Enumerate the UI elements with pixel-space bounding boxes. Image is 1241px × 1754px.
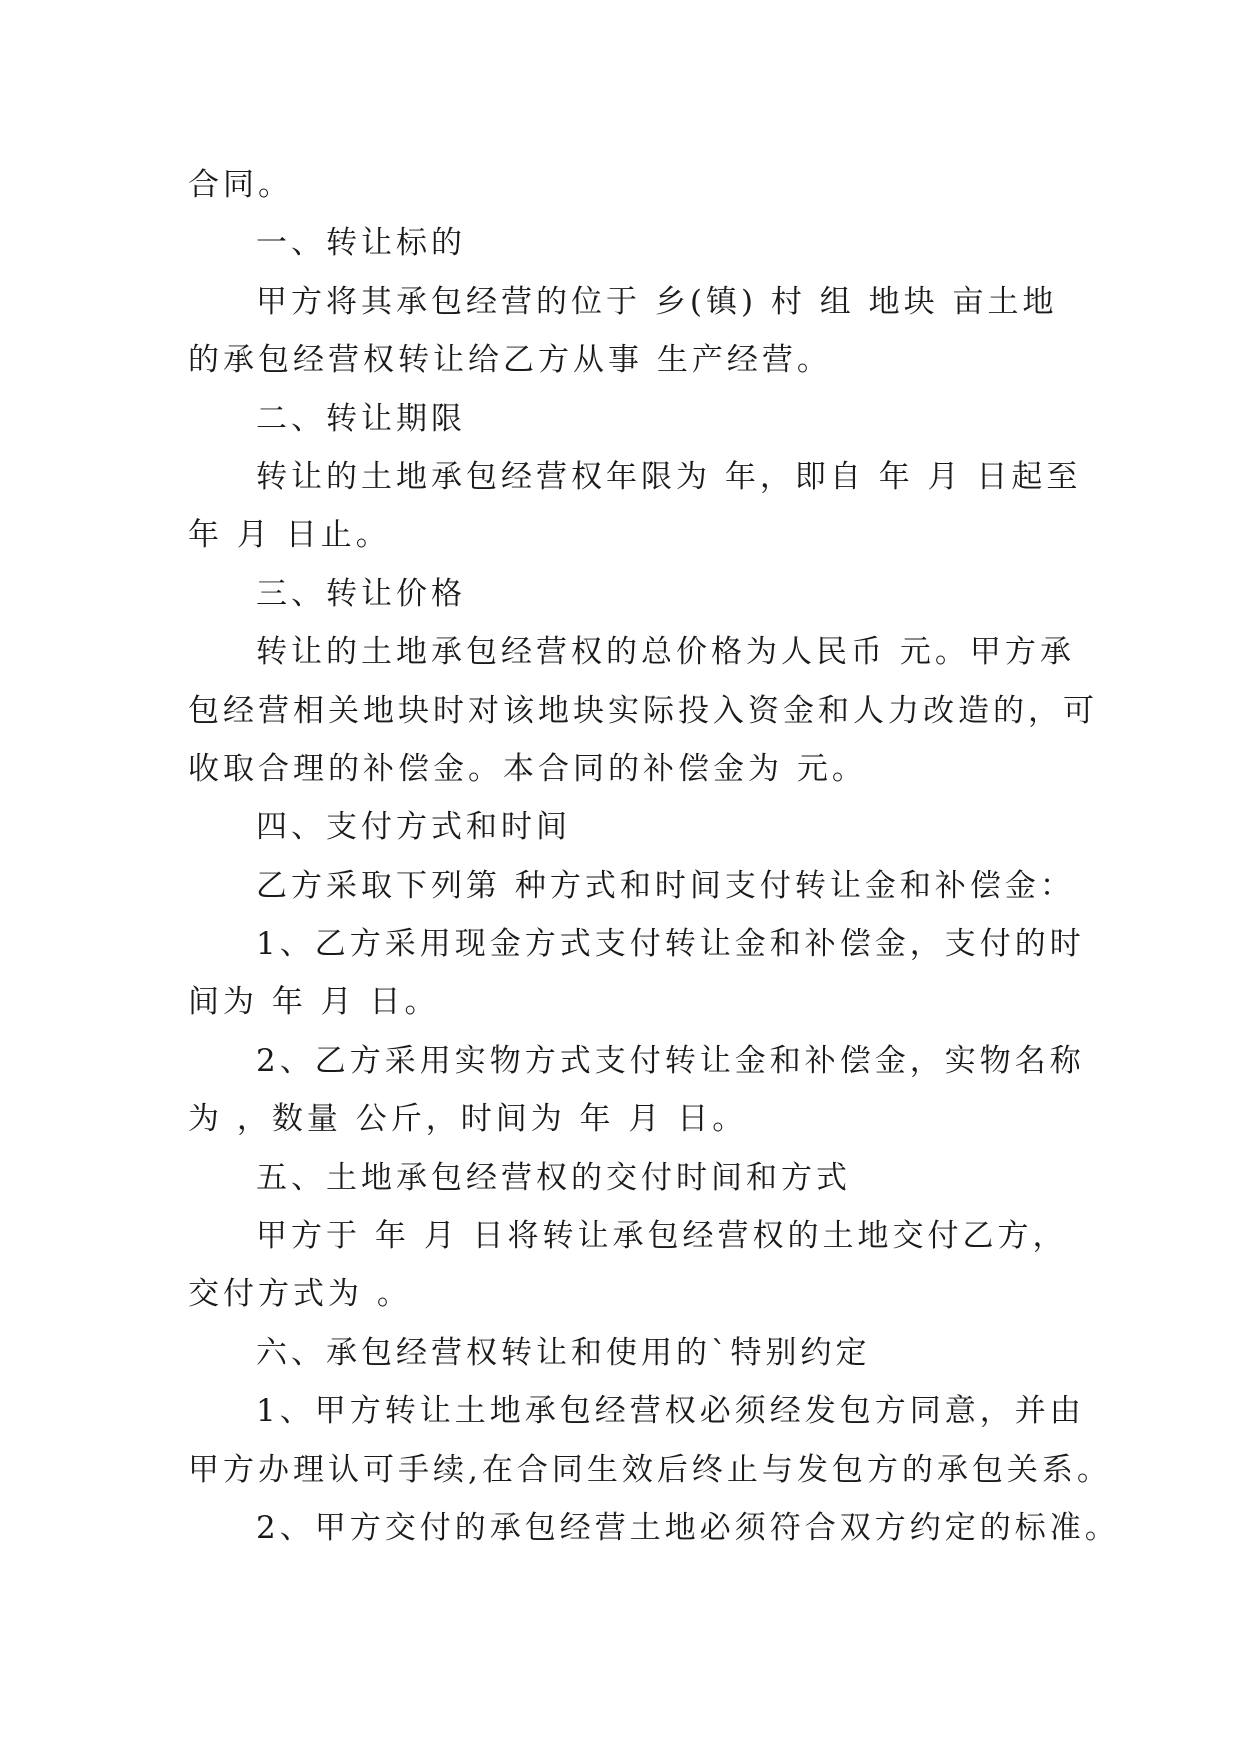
text-line: 转让的土地承包经营权的总价格为人民币 元。甲方承	[256, 634, 1075, 671]
text-line: 为 ，数量 公斤，时间为 年 月 日。	[188, 1101, 748, 1138]
section-heading: 五、土地承包经营权的交付时间和方式	[256, 1159, 851, 1196]
text-line: 1、甲方转让土地承包经营权必须经发包方同意，并由	[256, 1393, 1085, 1430]
section-heading: 二、转让期限	[256, 400, 466, 437]
text-line: 甲方将其承包经营的位于 乡(镇) 村 组 地块 亩土地	[256, 283, 1058, 320]
text-line: 交付方式为 。	[188, 1276, 412, 1313]
text-line: 乙方采取下列第 种方式和时间支付转让金和补偿金：	[256, 867, 1075, 904]
text-line: 2、甲方交付的承包经营土地必须符合双方约定的标准。	[256, 1509, 1120, 1546]
text-line: 2、乙方采用实物方式支付转让金和补偿金，实物名称	[256, 1042, 1085, 1079]
section-heading: 一、转让标的	[256, 225, 466, 262]
text-line: 年 月 日止。	[188, 517, 391, 554]
text-line: 甲方办理认可手续,在合同生效后终止与发包方的承包关系。	[188, 1451, 1112, 1488]
text-line: 间为 年 月 日。	[188, 984, 440, 1021]
text-line: 包经营相关地块时对该地块实际投入资金和人力改造的，可	[188, 692, 1098, 729]
document-body	[188, 156, 1120, 1557]
text-line: 收取合理的补偿金。本合同的补偿金为 元。	[188, 750, 867, 787]
text-line: 的承包经营权转让给乙方从事 生产经营。	[188, 342, 832, 379]
text-line: 转让的土地承包经营权年限为 年，即自 年 月 日起至	[256, 458, 1082, 495]
section-heading: 三、转让价格	[256, 575, 466, 612]
section-heading: 六、承包经营权转让和使用的`特别约定	[256, 1334, 871, 1371]
section-heading: 四、支付方式和时间	[256, 809, 571, 846]
text-line: 1、乙方采用现金方式支付转让金和补偿金，支付的时	[256, 926, 1085, 963]
text-line: 甲方于 年 月 日将转让承包经营权的土地交付乙方，	[256, 1218, 1068, 1255]
text-line: 合同。	[188, 167, 293, 203]
